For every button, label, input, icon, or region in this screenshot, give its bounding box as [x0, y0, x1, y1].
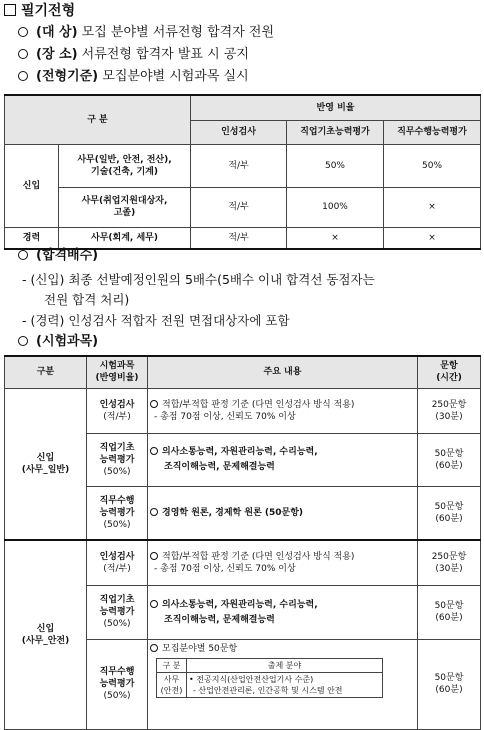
cell-value: 100%: [287, 187, 384, 227]
group-career: 경력: [5, 227, 59, 249]
inner-header-field: 출제 분야: [187, 658, 383, 672]
ratio-table: [4, 94, 481, 250]
subject-cell: 인성검사 (적/부): [87, 540, 148, 585]
header-ratio: 반영 비율: [191, 95, 481, 120]
cell-value: 50%: [287, 144, 384, 187]
header-category: 구 분: [5, 95, 191, 144]
group-new: 신입: [5, 144, 59, 227]
circle-bullet-icon: [150, 600, 158, 608]
header-content: 주요 내용: [148, 356, 418, 388]
pass-line-1: - (신입) 최종 선발예정인원의 5배수(5배수 이내 합격선 동점자는: [22, 272, 375, 287]
bullet-target: (대 상) 모집 분야별 서류전형 합격자 전원: [18, 25, 274, 41]
questions-cell: 50문항 (60분): [418, 639, 481, 729]
inner-subject-table: [156, 658, 383, 698]
questions-cell: 50문항 (60분): [418, 486, 481, 540]
header-category: 구분: [5, 356, 87, 388]
circle-bullet-icon: [150, 552, 158, 560]
inner-header-category: 구 분: [157, 658, 187, 672]
cell-value: ×: [287, 227, 384, 249]
group-name: 신입 (사무_일반): [5, 388, 87, 540]
inner-row-label: 사무 (안전): [157, 672, 187, 697]
pass-line-2: 전원 합격 처리): [44, 292, 130, 307]
questions-cell: 50문항 (60분): [418, 433, 481, 486]
section-title: 필기전형: [4, 3, 75, 19]
subject-cell: 인성검사 (적/부): [87, 388, 148, 433]
content-cell: 적합/부적합 판정 기준 (다면 인성검사 방식 적용) - 총점 70점 이상, 신뢰도 70% 이상: [148, 540, 418, 585]
circle-bullet-icon: [18, 27, 28, 37]
circle-bullet-icon: [150, 508, 158, 516]
circle-bullet-icon: [18, 250, 28, 260]
subject-cell: 직무수행 능력평가 (50%): [87, 486, 148, 540]
content-cell: 경영학 원론, 경제학 원론 (50문항): [148, 486, 418, 540]
circle-bullet-icon: [150, 644, 158, 652]
subject-cell: 직무수행 능력평가 (50%): [87, 639, 148, 729]
group-name: 신입 (사무_안전): [5, 540, 87, 729]
circle-bullet-icon: [150, 400, 158, 408]
cell-value: 적/부: [191, 187, 287, 227]
bullet-location: (장 소) 서류전형 합격자 발표 시 공지: [18, 47, 249, 63]
row-name: 사무(회계, 세무): [59, 227, 191, 249]
cell-value: 50%: [384, 144, 481, 187]
pass-line-3: - (경력) 인성검사 적합자 전원 면접대상자에 포함: [22, 313, 290, 328]
questions-cell: 250문항 (30분): [418, 388, 481, 433]
circle-bullet-icon: [18, 71, 28, 81]
cell-value: ×: [384, 227, 481, 249]
pass-multiple-label: (합격배수): [18, 248, 98, 264]
header-subject: 시험과목 (반영비율): [87, 356, 148, 388]
subject-cell: 직업기초 능력평가 (50%): [87, 585, 148, 639]
row-name: 사무(취업지원대상자, 고졸): [59, 187, 191, 227]
content-cell: 의사소통능력, 자원관리능력, 수리능력, 조직이해능력, 문제해결능력: [148, 585, 418, 639]
col-job-ability: 직무수행능력평가: [384, 120, 481, 144]
content-cell: 모집분야별 50문항 구 분 출제 분야 사무 (안전) • 전공지식(산업안전산업기사 수준) - 산업안전관리론, 인간공학 및 시스템 안전: [148, 639, 418, 729]
col-personality: 인성검사: [191, 120, 287, 144]
content-cell: 적합/부적합 판정 기준 (다면 인성검사 방식 적용) - 총점 70점 이상, 신뢰도 70% 이상: [148, 388, 418, 433]
cell-value: 적/부: [191, 227, 287, 249]
circle-bullet-icon: [150, 447, 158, 455]
circle-bullet-icon: [18, 336, 28, 346]
bullet-criteria: (전형기준) 모집분야별 시험과목 실시: [18, 69, 249, 85]
questions-cell: 50문항 (60분): [418, 585, 481, 639]
header-questions: 문항 (시간): [418, 356, 481, 388]
checkbox-square-icon: [4, 4, 16, 16]
exam-subjects-label: (시험과목): [18, 334, 98, 350]
cell-value: 적/부: [191, 144, 287, 187]
questions-cell: 250문항 (30분): [418, 540, 481, 585]
content-cell: 의사소통능력, 자원관리능력, 수리능력, 조직이해능력, 문제해결능력: [148, 433, 418, 486]
circle-bullet-icon: [18, 49, 28, 59]
cell-value: ×: [384, 187, 481, 227]
row-name: 사무(일반, 안전, 전산), 기술(건축, 기계): [59, 144, 191, 187]
inner-row-items: • 전공지식(산업안전산업기사 수준) - 산업안전관리론, 인간공학 및 시스템 안전: [187, 672, 383, 697]
subject-cell: 직업기초 능력평가 (50%): [87, 433, 148, 486]
col-basic-ability: 직업기초능력평가: [287, 120, 384, 144]
exam-table: [4, 355, 481, 730]
